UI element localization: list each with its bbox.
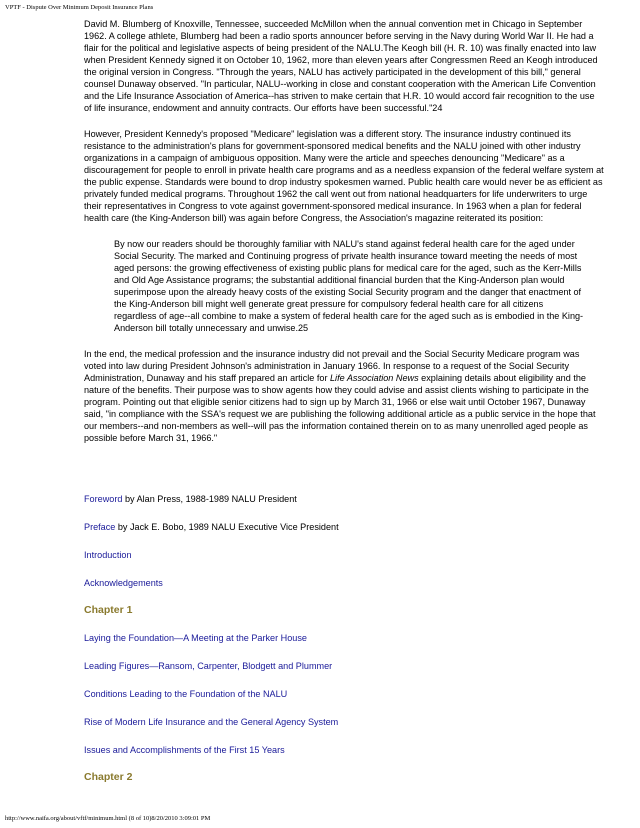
print-header: VPTF - Dispute Over Minimum Deposit Insurance Plans [5,4,154,11]
leading-figures-link[interactable]: Leading Figures—Ransom, Carpenter, Blodgett and Plummer [84,661,333,671]
toc-foreword [84,493,297,505]
paragraph-medicare: However, President Kennedy's proposed "Medicare" legislation was a different story. The insurance industry continued its resistance to the administration's plans for government-sponsored medical benefits and the NALU joined with other industry organizations in a campaign of ambiguous opposition. Many were the article and speeches denouncing "Medicare" as a discouragement for people to enroll in private health care programs and as a needless expansion of the federal welfare system at the public expense. Standards were bound to drop industry spokesmen warned. Public health care would never be as efficient as privately funded medical programs. Throughout 1962 the call went out from national headquarters for life underwriters to urge their representatives in Congress to vote against government-sponsored medical insurance. In 1963 when a plan for federal health care (the King-Anderson bill) was again before Congress, the Association's magazine reiterated its position: [84,129,604,223]
laying-foundation-link[interactable]: Laying the Foundation—A Meeting at the Parker House [84,633,307,643]
rise-modern-life-link[interactable]: Rise of Modern Life Insurance and the General Agency System [84,717,339,727]
publication-title: Life Association News [330,373,419,383]
paragraph-outcome-end: explaining details about eligibility and the nature of the benefits. Their purpose was to show agents how they could advise and assist clients wishing to participate in the program. Pointing out that eligible senior citizens had to sign up by March 31, 1966 or else wait until October 1967, Dunaway said, "in compliance with the SSA's request we are publishing the following additional article as a public service in the hope that our members--and non-members as well--will pas the information contained therein on to as many unenrolled aged people as possible before March 31, 1966." [84,373,596,443]
paragraph-outcome [84,348,604,444]
article-body [84,18,604,458]
print-footer: http://www.naifa.org/about/vftf/minimum.html (8 of 10)8/20/2010 3:09:01 PM [5,815,211,822]
foreword-link[interactable]: Foreword [84,494,123,504]
introduction-link[interactable]: Introduction [84,550,132,560]
toc-preface [84,521,339,533]
issues-accomplishments-link[interactable]: Issues and Accomplishments of the First 15 Years [84,745,285,755]
paragraph-blumberg: David M. Blumberg of Knoxville, Tennessee, succeeded McMillon when the annual convention met in Chicago in September 1962. A college athlete, Blumberg had been a radio sports announcer before serving in the Navy during World War II. He had a flair for the political and legislative aspects of being president of the NALU.The Keogh bill (H. R. 10) was finally enacted into law when President Kennedy signed it on October 10, 1962, more than eleven years after Congressmen Reed an Keogh introduced the original version in Congress. "Through the years, NALU has actively participated in the development of this bill," general counsel Dunaway observed. "In particular, NALU--working in close and constant cooperation with the American Life Convention and the Life Insurance Association of America--has striven to make certain that H.R. 10 would accord fair recognition to the use of life insurance, endowment and annuity contracts. Our efforts have been successful."24 [84,19,598,113]
preface-link[interactable]: Preface [84,522,116,532]
foreword-credit: by Alan Press, 1988-1989 NALU President [122,494,297,504]
chapter-2-heading: Chapter 2 [84,771,133,783]
chapter-1-heading: Chapter 1 [84,604,133,616]
paragraph-outcome-start: In the end, the medical profession and the insurance industry did not prevail and the Social Security Medicare program was voted into law during President Johnson's administration in January 1966. In response to a request of the Social Security Administration, Dunaway and his staff prepared an article for [84,349,580,383]
block-quote: By now our readers should be thoroughly familiar with NALU's stand against federal health care for the aged under Social Security. The marked and Continuing progress of private health insurance toward meeting the needs of most aged persons: the growing effectiveness of existing public plans for medical care for the aged, such as the Kerr-Mills and Old Age Assistance programs; the substantial additional financial burden that the King-Anderson plan would superimpose upon the already heavy costs of the existing Social Security program and the danger that enactment of the King-Anderson bill might well generate great pressure for compulsory federal health care for all citizens regardless of age--all combine to make a system of federal health care for the aged such as is embodied in the King-Anderson bill totally unnecessary and unwise.25 [114,239,584,333]
acknowledgements-link[interactable]: Acknowledgements [84,578,163,588]
preface-credit: by Jack E. Bobo, 1989 NALU Executive Vice President [115,522,339,532]
conditions-link[interactable]: Conditions Leading to the Foundation of the NALU [84,689,288,699]
